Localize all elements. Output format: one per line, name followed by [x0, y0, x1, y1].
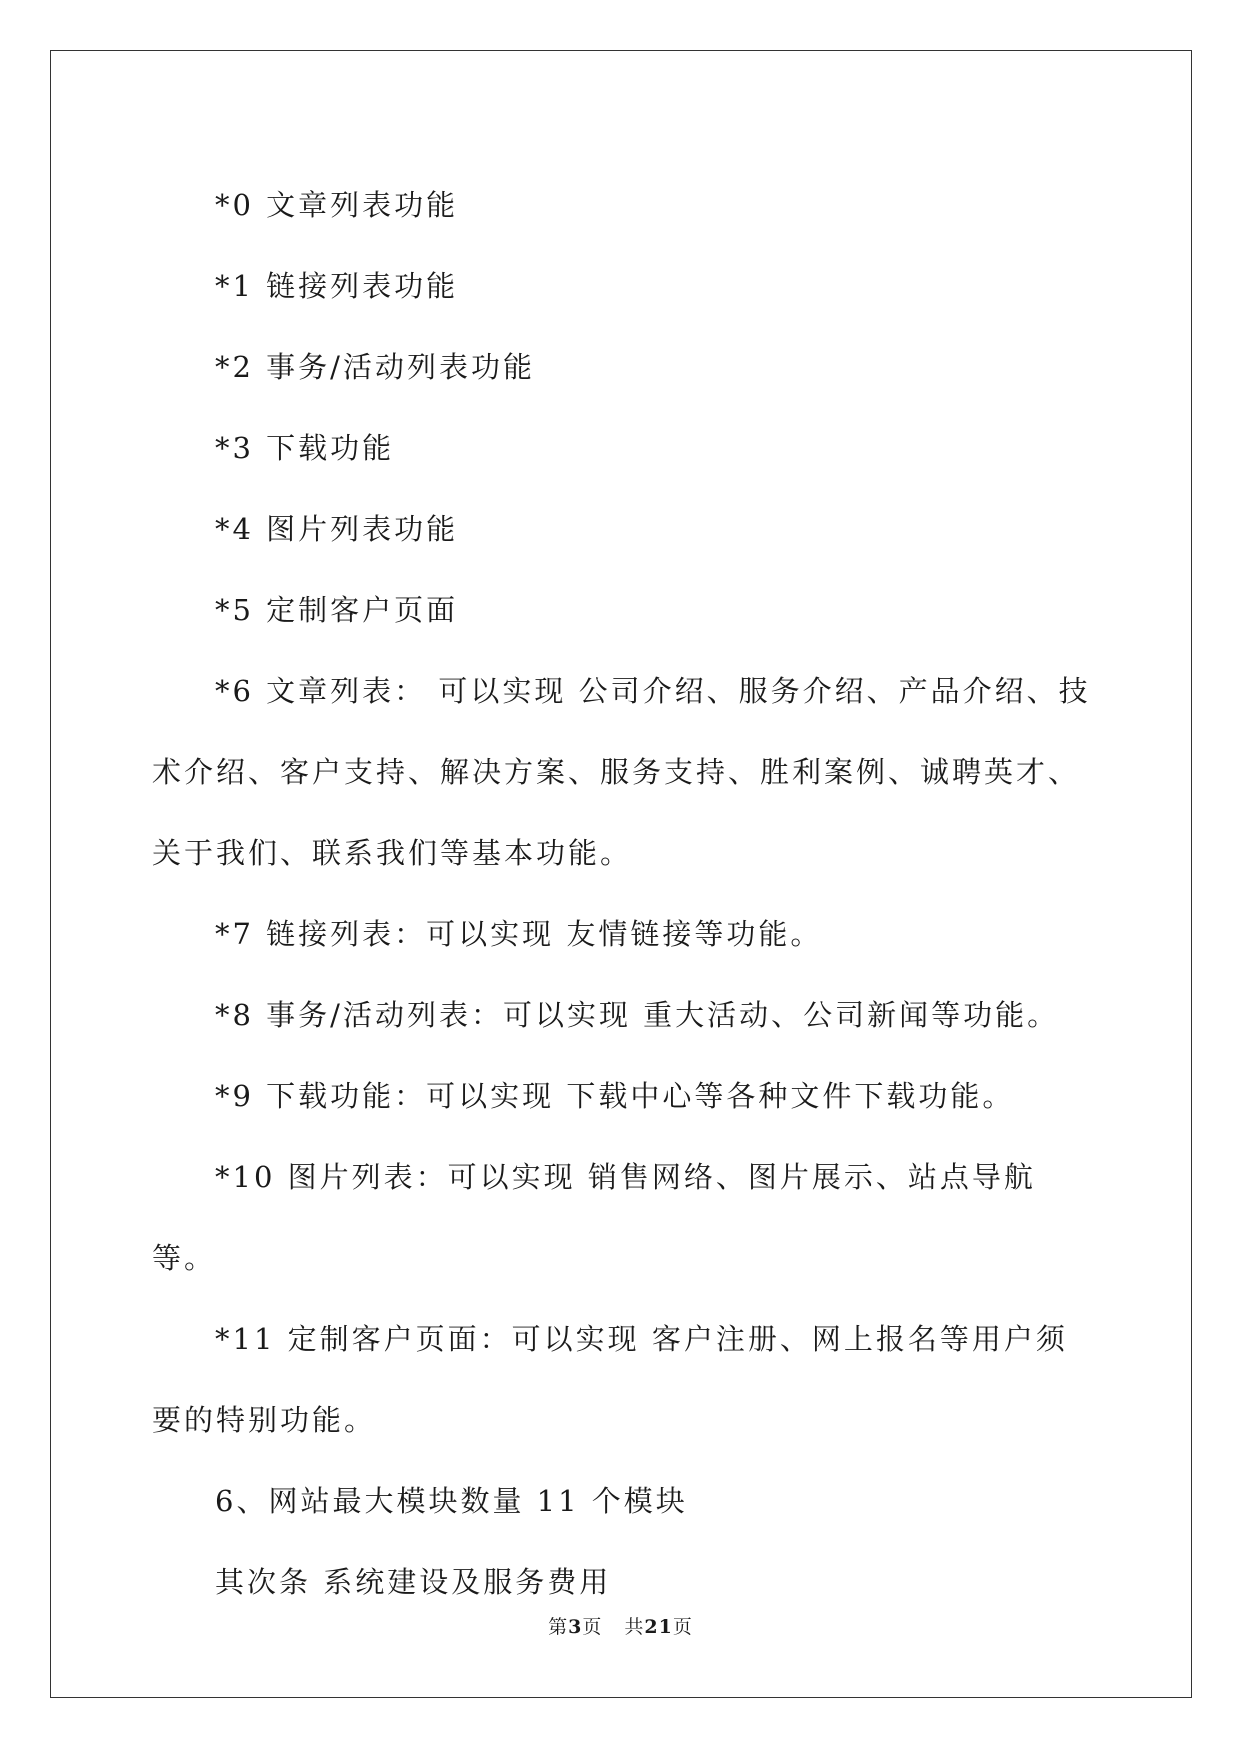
paragraph: *8 事务/活动列表：可以实现 重大活动、公司新闻等功能。 [215, 998, 1060, 1032]
page-number: 3 [568, 1616, 583, 1638]
document-body [152, 165, 1092, 1623]
footer-total-unit: 页 [672, 1616, 693, 1638]
paragraph: *10 图片列表：可以实现 销售网络、图片展示、站点导航等。 [152, 1160, 1036, 1275]
paragraph: *11 定制客户页面：可以实现 客户注册、网上报名等用户须要的特别功能。 [152, 1322, 1068, 1437]
footer-prefix: 第 [548, 1616, 569, 1638]
section-heading: 6、网站最大模块数量 11 个模块 [215, 1484, 688, 1518]
list-item: *1 链接列表功能 [215, 269, 459, 303]
total-pages: 21 [644, 1616, 673, 1638]
list-item: *5 定制客户页面 [215, 593, 459, 627]
list-item: *2 事务/活动列表功能 [215, 350, 535, 384]
list-item: *0 文章列表功能 [215, 188, 459, 222]
page-footer [0, 1612, 1241, 1639]
paragraph: *6 文章列表： 可以实现 公司介绍、服务介绍、产品介绍、技术介绍、客户支持、解决方案、服务支持、胜利案例、诚聘英才、关于我们、联系我们等基本功能。 [152, 674, 1091, 870]
list-item: *3 下载功能 [215, 431, 395, 465]
list-item: *4 图片列表功能 [215, 512, 459, 546]
footer-total-prefix: 共 [624, 1616, 645, 1638]
section-heading: 其次条 系统建设及服务费用 [215, 1565, 612, 1599]
footer-page-unit: 页 [582, 1616, 603, 1638]
paragraph: *7 链接列表：可以实现 友情链接等功能。 [215, 917, 823, 951]
paragraph: *9 下载功能：可以实现 下载中心等各种文件下载功能。 [215, 1079, 1015, 1113]
